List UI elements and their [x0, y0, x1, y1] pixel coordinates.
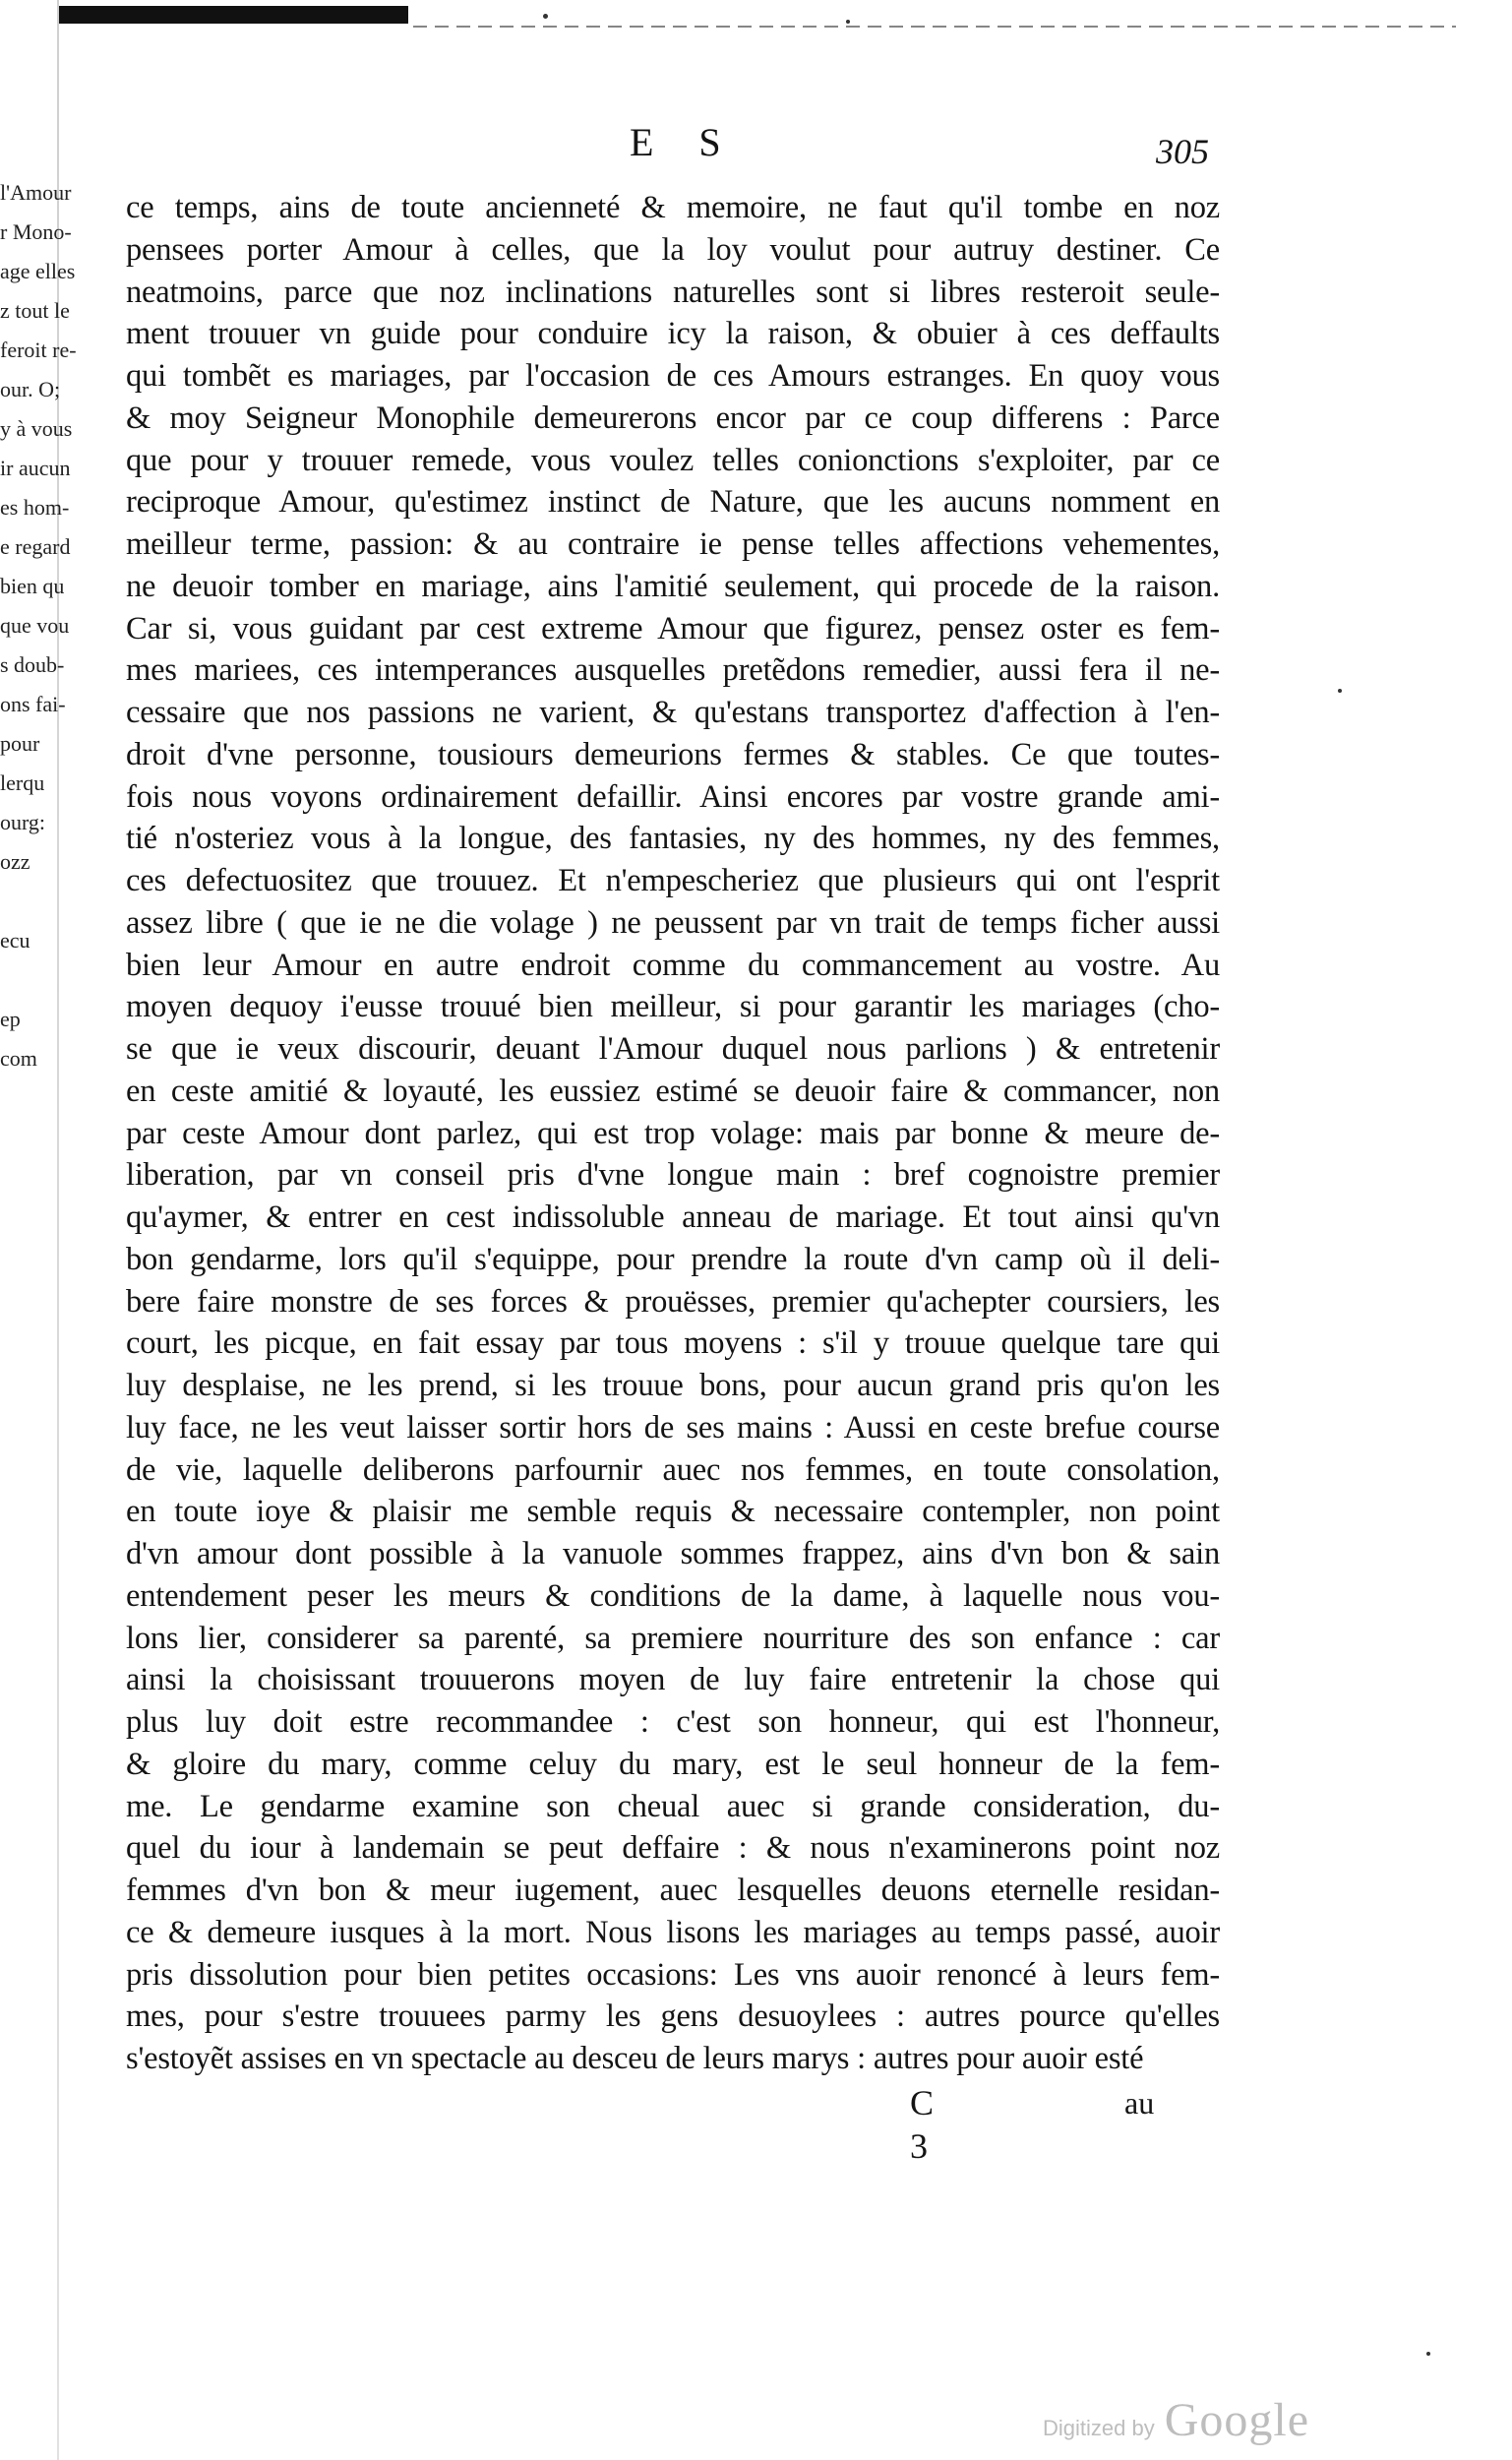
watermark-prefix: Digitized by — [1043, 2416, 1155, 2440]
text-line: plus luy doit estre recommandee : c'est son honneur, qui est l'honneur, — [126, 1704, 1220, 1740]
text-line: qu'aymer, & entrer en cest indissoluble anneau de mariage. Et tout ainsi qu'vn — [126, 1199, 1220, 1235]
margin-fragment: ir aucun — [0, 456, 71, 480]
text-line: cessaire que nos passions ne varient, & qu'estans transportez d'affection à l'en- — [126, 695, 1220, 730]
margin-fragment: z tout le — [0, 298, 70, 323]
text-line: ainsi la choisissant trouuerons moyen de luy faire entretenir la chose qui — [126, 1662, 1220, 1698]
google-logo: Google — [1164, 2394, 1310, 2446]
facing-page-margin-fragments — [0, 173, 77, 1197]
text-line: moyen dequoy i'eusse trouué bien meilleur, si pour garantir les mariages (cho- — [126, 989, 1220, 1025]
text-line: bon gendarme, lors qu'il s'equippe, pour prendre la route d'vn camp où il deli- — [126, 1241, 1220, 1277]
text-line: fois nous voyons ordinairement defaillir. Ainsi encores par vostre grande ami- — [126, 778, 1220, 815]
text-line: ces defectuositez que trouuez. Et n'empescheriez que plusieurs qui ont l'esprit — [126, 863, 1220, 898]
text-line: bere faire monstre de ses forces & prouësses, premier qu'achepter coursiers, les — [126, 1283, 1220, 1320]
text-line: quel du iour à landemain se peut deffaire : & nous n'examinerons point noz — [126, 1830, 1220, 1867]
text-line: en toute ioye & plaisir me semble requis & necessaire contempler, non point — [126, 1494, 1220, 1530]
text-line: & moy Seigneur Monophile demeurerons encor par ce coup differens : Parce — [126, 400, 1220, 436]
top-border-rule — [59, 6, 408, 24]
margin-fragment: ons fai- — [0, 692, 66, 716]
top-dashed-rule — [413, 26, 1456, 28]
text-line: que pour y trouuer remede, vous voulez telles conionctions s'exploiter, par ce — [126, 442, 1220, 478]
signature-mark: C 3 — [910, 2083, 964, 2166]
text-line: par ceste Amour dont parlez, qui est trop volage: mais par bonne & meure de- — [126, 1115, 1220, 1151]
ink-speck — [543, 14, 548, 19]
margin-fragment — [0, 1118, 59, 1157]
text-line: pensees porter Amour à celles, que la loy voulut pour autruy destiner. Ce — [126, 231, 1220, 268]
text-line: & gloire du mary, comme celuy du mary, est le seul honneur de la fem- — [126, 1746, 1220, 1782]
body-text — [126, 187, 1220, 2080]
ink-speck — [1338, 689, 1342, 693]
catchword: au — [1124, 2085, 1155, 2121]
text-line: reciproque Amour, qu'estimez instinct de Nature, que les aucuns nomment en — [126, 484, 1220, 521]
text-line: pris dissolution pour bien petites occasions: Les vns auoir renoncé à leurs fem- — [126, 1956, 1220, 1993]
text-line: tié n'osteriez vous à la longue, des fantasies, ny des hommes, ny des femmes, — [126, 821, 1220, 857]
text-line: femmes d'vn bon & meur iugement, auec lesquelles deuons eternelle residan- — [126, 1873, 1220, 1908]
margin-fragment: es hom- — [0, 495, 70, 520]
text-line: mes mariees, ces intemperances ausquelles pretẽdons remedier, aussi fera il ne- — [126, 652, 1220, 689]
text-line: lons lier, considerer sa parenté, sa premiere nourriture des son enfance : car — [126, 1620, 1220, 1656]
margin-fragment: bien qu — [0, 574, 65, 598]
margin-fragment: que vou — [0, 613, 70, 638]
text-line: droit d'vne personne, tousiours demeurions fermes & stables. Ce que toutes- — [126, 736, 1220, 772]
margin-fragment — [0, 960, 59, 1000]
text-line: assez libre ( que ie ne die volage ) ne peussent par vn trait de temps ficher aussi — [126, 904, 1220, 941]
margin-fragment: l'Amour — [0, 180, 72, 205]
margin-fragment: ourg: — [0, 810, 46, 834]
text-line: ne deuoir tomber en mariage, ains l'amitié seulement, qui procede de la raison. — [126, 568, 1220, 604]
text-line: luy desplaise, ne les prend, si les trouue bons, pour aucun grand pris qu'on les — [126, 1368, 1220, 1403]
text-line: se que ie veux discourir, deuant l'Amour duquel nous parlions ) & entretenir — [126, 1031, 1220, 1067]
margin-fragment: ozz — [0, 849, 30, 874]
margin-fragment — [0, 882, 59, 921]
text-line: liberation, par vn conseil pris d'vne longue main : bref cognoistre premier — [126, 1157, 1220, 1194]
text-line: ment trouuer vn guide pour conduire icy la raison, & obuier à ces deffaults — [126, 316, 1220, 352]
margin-fragment: ep — [0, 1007, 21, 1031]
text-line: luy face, ne les veut laisser sortir hors de ses mains : Aussi en ceste brefue course — [126, 1409, 1220, 1445]
margin-fragment: s doub- — [0, 652, 65, 677]
margin-fragment: our. O; — [0, 377, 61, 401]
text-line: Car si, vous guidant par cest extreme Amour que figurez, pensez oster es fem- — [126, 610, 1220, 646]
text-line: ce & demeure iusques à la mort. Nous lisons les mariages au temps passé, auoir — [126, 1914, 1220, 1950]
text-line: qui tombẽt es mariages, par l'occasion de ces Amours estranges. En quoy vous — [126, 358, 1220, 394]
running-head: E S — [630, 120, 739, 164]
margin-fragment: e regard — [0, 534, 71, 559]
margin-fragment: r Mono- — [0, 219, 72, 244]
margin-fragment — [0, 1078, 59, 1118]
page-number: 305 — [1156, 132, 1209, 171]
margin-fragment — [0, 1157, 59, 1197]
margin-fragment: com — [0, 1046, 37, 1071]
margin-fragment: age elles — [0, 259, 76, 283]
margin-fragment: feroit re- — [0, 338, 77, 362]
text-line: bien leur Amour en autre endroit comme du commancement au vostre. Au — [126, 947, 1220, 983]
digitized-by-google-watermark — [1043, 2393, 1367, 2452]
text-line: ce temps, ains de toute ancienneté & memoire, ne faut qu'il tombe en noz — [126, 190, 1220, 225]
ink-speck — [1426, 2352, 1430, 2356]
text-line: s'estoyẽt assises en vn spectacle au desceu de leurs marys : autres pour auoir esté — [126, 2041, 1144, 2076]
text-line: en ceste amitié & loyauté, les eussiez estimé se deuoir faire & commancer, non — [126, 1073, 1220, 1109]
text-line: d'vn amour dont possible à la vanuole sommes frappez, ains d'vn bon & sain — [126, 1536, 1220, 1571]
text-line: court, les picque, en fait essay par tous moyens : s'il y trouue quelque tare qui — [126, 1325, 1220, 1362]
margin-fragment: pour — [0, 731, 40, 756]
text-line: me. Le gendarme examine son cheual auec si grande consideration, du- — [126, 1788, 1220, 1824]
margin-fragment: lerqu — [0, 770, 45, 795]
margin-fragment: ecu — [0, 928, 30, 953]
text-line: neatmoins, parce que noz inclinations naturelles sont si libres resteroit seule- — [126, 274, 1220, 310]
margin-fragment: y à vous — [0, 416, 73, 441]
text-line: de vie, laquelle deliberons parfournir auec nos femmes, en toute consolation, — [126, 1451, 1220, 1488]
ink-speck — [846, 20, 850, 24]
text-line: entendement peser les meurs & conditions de la dame, à laquelle nous vou- — [126, 1577, 1220, 1614]
text-line: mes, pour s'estre trouuees parmy les gens desuoylees : autres pource qu'elles — [126, 1999, 1220, 2035]
text-line: meilleur terme, passion: & au contraire ie pense telles affections vehementes, — [126, 526, 1220, 562]
